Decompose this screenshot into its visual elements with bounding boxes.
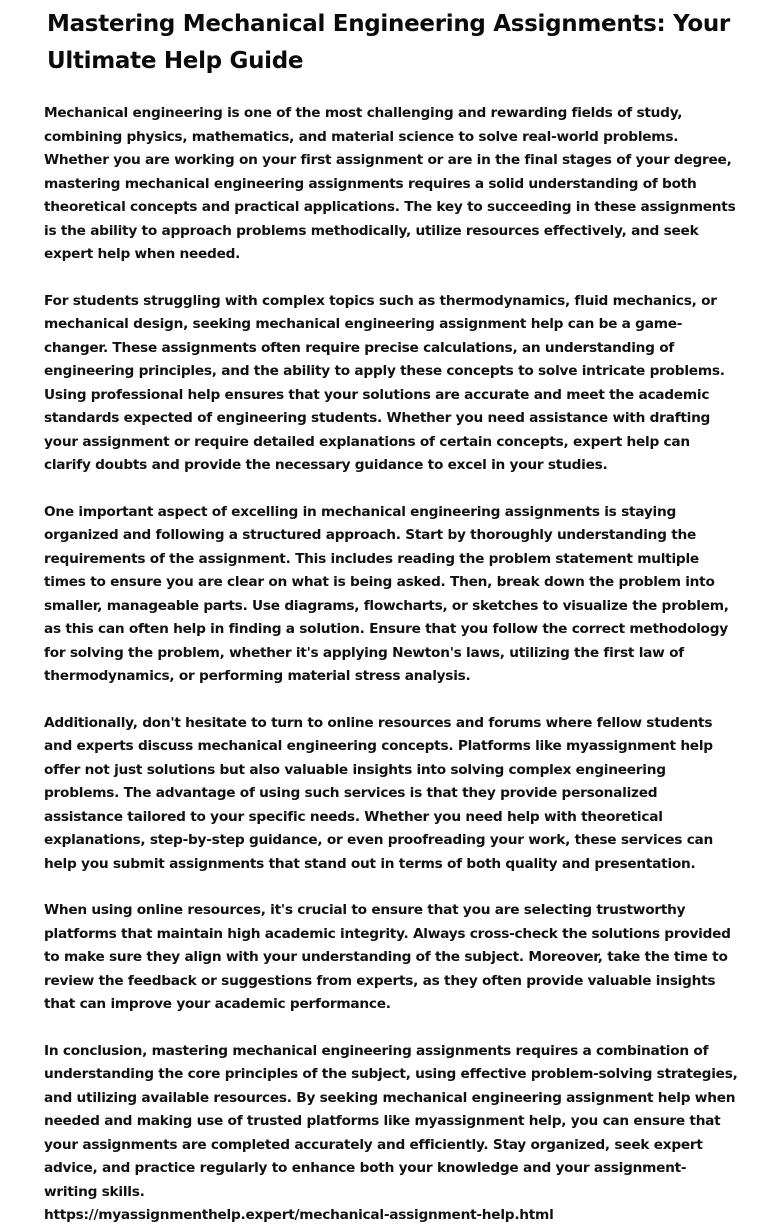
source-url-link[interactable]: https://myassignmenthelp.expert/mechanical-assignment-help.html — [44, 1207, 554, 1223]
paragraph-conclusion: In conclusion, mastering mechanical engineering assignments requires a combination of understanding the core principles of the subject, using effective problem-solving strategies, and utilizing available resources. By seeking mechanical engineering assignment help when needed and making use of trusted platforms like myassignment help, you can ensure that your assignments are completed accurately and efficiently. Stay organized, seek expert advice, and practice regularly to enhance both your knowledge and your assignment-writing skills. — [44, 1042, 738, 1200]
paragraph-trustworthy-platforms: When using online resources, it's crucial to ensure that you are selecting trustworthy platforms that maintain high academic integrity. Always cross-check the solutions provided to make sure they align with your understanding of the subject. Moreover, take the time to review the feedback or suggestions from experts, as they often provide valuable insights that can improve your academic performance. — [44, 902, 731, 1012]
article-body — [44, 102, 739, 1228]
paragraph-assignment-help: For students struggling with complex topics such as thermodynamics, fluid mechanics, or mechanical design, seeking mechanical engineering assignment help can be a game-changer. These assignments often require precise calculations, an understanding of engineering principles, and the ability to apply these concepts to solve intricate problems. Using professional help ensures that your solutions are accurate and meet the academic standards expected of engineering students. Whether you need assistance with drafting your assignment or require detailed explanations of certain concepts, expert help can clarify doubts and provide the necessary guidance to excel in your studies. — [44, 292, 725, 473]
article-title: Mastering Mechanical Engineering Assignments: Your Ultimate Help Guide — [47, 11, 730, 74]
paragraph-intro: Mechanical engineering is one of the most challenging and rewarding fields of study, combining physics, mathematics, and material science to solve real-world problems. Whether you are working on your first assignment or are in the final stages of your degree, mastering mechanical engineering assignments requires a solid understanding of both theoretical concepts and practical applications. The key to succeeding in these assignments is the ability to approach problems methodically, utilize resources effectively, and seek expert help when needed. — [44, 105, 736, 262]
paragraph-online-resources: Additionally, don't hesitate to turn to online resources and forums where fellow students and experts discuss mechanical engineering concepts. Platforms like myassignment help offer not just solutions but also valuable insights into solving complex engineering problems. The advantage of using such services is that they provide personalized assistance tailored to your specific needs. Whether you need help with theoretical explanations, step-by-step guidance, or even proofreading your work, these services can help you submit assignments that stand out in terms of both quality and presentation. — [44, 714, 714, 872]
paragraph-structured-approach: One important aspect of excelling in mechanical engineering assignments is staying organized and following a structured approach. Start by thoroughly understanding the requirements of the assignment. This includes reading the problem statement multiple times to ensure you are clear on what is being asked. Then, break down the problem into smaller, manageable parts. Use diagrams, flowcharts, or sketches to visualize the problem, as this can often help in finding a solution. Ensure that you follow the correct methodology for solving the problem, whether it's applying Newton's laws, utilizing the first law of thermodynamics, or performing material stress analysis. — [44, 503, 729, 684]
